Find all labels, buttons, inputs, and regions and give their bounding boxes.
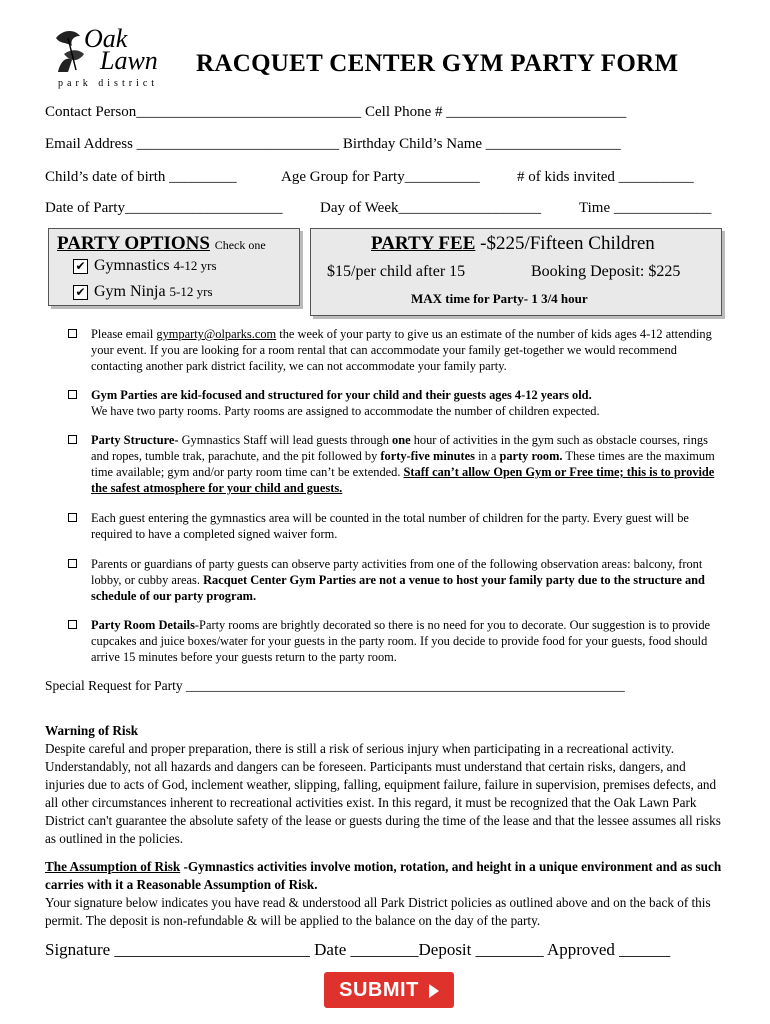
contact-phone-line[interactable]: Contact Person______________________________ Cell Phone # ________________________ <box>45 104 627 120</box>
bullet-bold-text: forty-five minutes <box>380 449 475 463</box>
gym-ninja-checkbox[interactable]: ✔ <box>73 285 88 300</box>
party-options-title: PARTY OPTIONS <box>57 233 210 254</box>
form-title: RACQUET CENTER GYM PARTY FORM <box>196 50 679 77</box>
party-fee-box <box>310 228 722 316</box>
bullet-text: Gymnastics Staff will lead guests through <box>178 433 392 447</box>
signature-line[interactable]: Signature _______________________ Date ________Deposit ________ Approved ______ <box>45 940 671 959</box>
warning-title: Warning of Risk <box>45 723 139 738</box>
bullet-bold-text: one <box>392 433 411 447</box>
logo-subtitle: park district <box>58 78 159 89</box>
bullet-kid-focused <box>91 387 723 419</box>
party-fee-title: PARTY FEE <box>371 233 476 254</box>
option-gymnastics-label: Gymnastics <box>94 257 170 274</box>
assumption-title: The Assumption of Risk <box>45 859 181 874</box>
bullet-text: in a <box>475 449 500 463</box>
submit-button[interactable] <box>324 972 454 1008</box>
oak-lawn-logo <box>50 24 180 94</box>
kids-invited-line[interactable]: # of kids invited __________ <box>517 169 694 185</box>
bullet-icon <box>68 432 80 444</box>
bullet-bold-text: Party Room Details <box>91 618 195 632</box>
email-birthday-line[interactable]: Email Address ___________________________ Birthday Child’s Name __________________ <box>45 136 621 152</box>
bullet-text: -Party rooms are brightly decorated so there is no need for you to decorate. Our suggestion is to provide cupcakes and juice boxes/water for your guests in the party room. If you decide to provide food for your guests, food should arrive 15 minutes before your guests return to the party room. <box>91 618 711 664</box>
bullet-text: We have two party rooms. Party rooms are assigned to accommodate the number of children expected. <box>91 404 600 418</box>
submit-label: SUBMIT <box>339 979 419 1001</box>
bullet-bold-text: Racquet Center Gym Parties are not a venue to host your family party due to the structure and schedule of our party program. <box>91 573 705 603</box>
child-dob-line[interactable]: Child’s date of birth _________ <box>45 169 237 185</box>
gymnastics-checkbox[interactable]: ✔ <box>73 259 88 274</box>
bullet-icon <box>68 510 80 522</box>
assumption-text: Your signature below indicates you have read & understood all Park District policies as outlined above and on the back of this permit. The deposit is non-refundable & will be applied to the balance on the day of the party. <box>45 895 711 928</box>
party-fee-base: -$225/Fifteen Children <box>475 233 655 254</box>
bullet-room-details <box>91 617 723 665</box>
bullet-text: the week of your party to give us an estimate of the number of kids ages 4-12 attending your event. If you are looking for a room rental that can accommodate your family get-together we would recommend contacting another park district facility, we can not accommodate your family party. <box>91 327 712 373</box>
time-line[interactable]: Time _____________ <box>579 200 712 216</box>
age-group-line[interactable]: Age Group for Party__________ <box>281 169 480 185</box>
warning-text: Despite careful and proper preparation, there is still a risk of serious injury when participating in a recreational activity. Understandably, not all hazards and dangers can be foreseen. Participants must understand that certain risks, dangers, and injuries due to acts of God, inclement weather, slipping, falling, equipment failure, failure in supervision, premises defects, and all other circumstances inherent to recreational activities exist. In this regard, it must be recognized that the Oak Lawn Park District can't guarantee the absolute safety of the lease or guests during the time of the lease and that the lessee assumes all risks as outlined in the policies. <box>45 741 721 846</box>
party-options-heading <box>57 233 266 255</box>
bullet-text: hour of activities in the gym such as obstacle courses, rings and ropes, tumble trak, parachute, and the pit followed by <box>91 433 708 463</box>
bullet-email-estimate <box>91 326 723 374</box>
logo-word-lawn: Lawn <box>100 46 158 75</box>
max-party-time: MAX time for Party- 1 3/4 hour <box>411 291 588 306</box>
bullet-bold-text: party room. <box>499 449 563 463</box>
option-gym-ninja-label: Gym Ninja <box>94 283 166 300</box>
bullet-text: These times are the maximum time available; gym and/or party room time can’t be extended. <box>91 449 715 479</box>
booking-deposit: Booking Deposit: $225 <box>531 263 681 280</box>
option-gym-ninja-age: 5-12 yrs <box>169 284 213 299</box>
bullet-text: Parents or guardians of party guests can observe party activities from one of the following observation areas: balcony, front lobby, or cubby areas. <box>91 557 703 587</box>
bullet-guest-count: Each guest entering the gymnastics area will be counted in the total number of children for the party. Every guest will be required to have a completed signed waiver form. <box>91 511 689 541</box>
party-date-line[interactable]: Date of Party_____________________ <box>45 200 283 216</box>
email-link[interactable]: gymparty@olparks.com <box>156 327 277 341</box>
day-of-week-line[interactable]: Day of Week___________________ <box>320 200 541 216</box>
option-gymnastics[interactable] <box>73 257 217 275</box>
bullet-underlined-text: Staff can’t allow Open Gym or Free time; this is to provide the safest atmosphere for your child and guests. <box>91 465 715 495</box>
option-gym-ninja[interactable] <box>73 283 213 301</box>
bullet-bold-text: Party Structure- <box>91 433 179 447</box>
warning-of-risk <box>45 722 727 848</box>
logo-word-oak: Oak <box>84 24 128 53</box>
bullet-icon <box>68 617 80 629</box>
per-child-fee: $15/per child after 15 <box>327 263 466 280</box>
special-request-line[interactable]: Special Request for Party _________________________________________________________________ <box>45 678 625 693</box>
party-options-box <box>48 228 300 306</box>
bullet-observation <box>91 556 723 604</box>
bullet-bold-text: Gym Parties are kid-focused and structured for your child and their guests ages 4-12 years old. <box>91 388 592 402</box>
assumption-of-risk <box>45 858 727 930</box>
bullet-text: Please email <box>91 327 157 341</box>
bullet-party-structure <box>91 432 723 496</box>
option-gymnastics-age: 4-12 yrs <box>173 258 217 273</box>
assumption-bold: -Gymnastics activities involve motion, rotation, and height in a unique environment and as such carries with it a Reasonable Assumption of Risk. <box>45 859 722 892</box>
bullet-icon <box>68 556 80 568</box>
party-fee-heading <box>371 233 655 255</box>
play-arrow-icon <box>429 984 439 998</box>
check-one-hint: Check one <box>214 238 266 252</box>
bullet-icon <box>68 387 80 399</box>
bullet-icon <box>68 326 80 338</box>
